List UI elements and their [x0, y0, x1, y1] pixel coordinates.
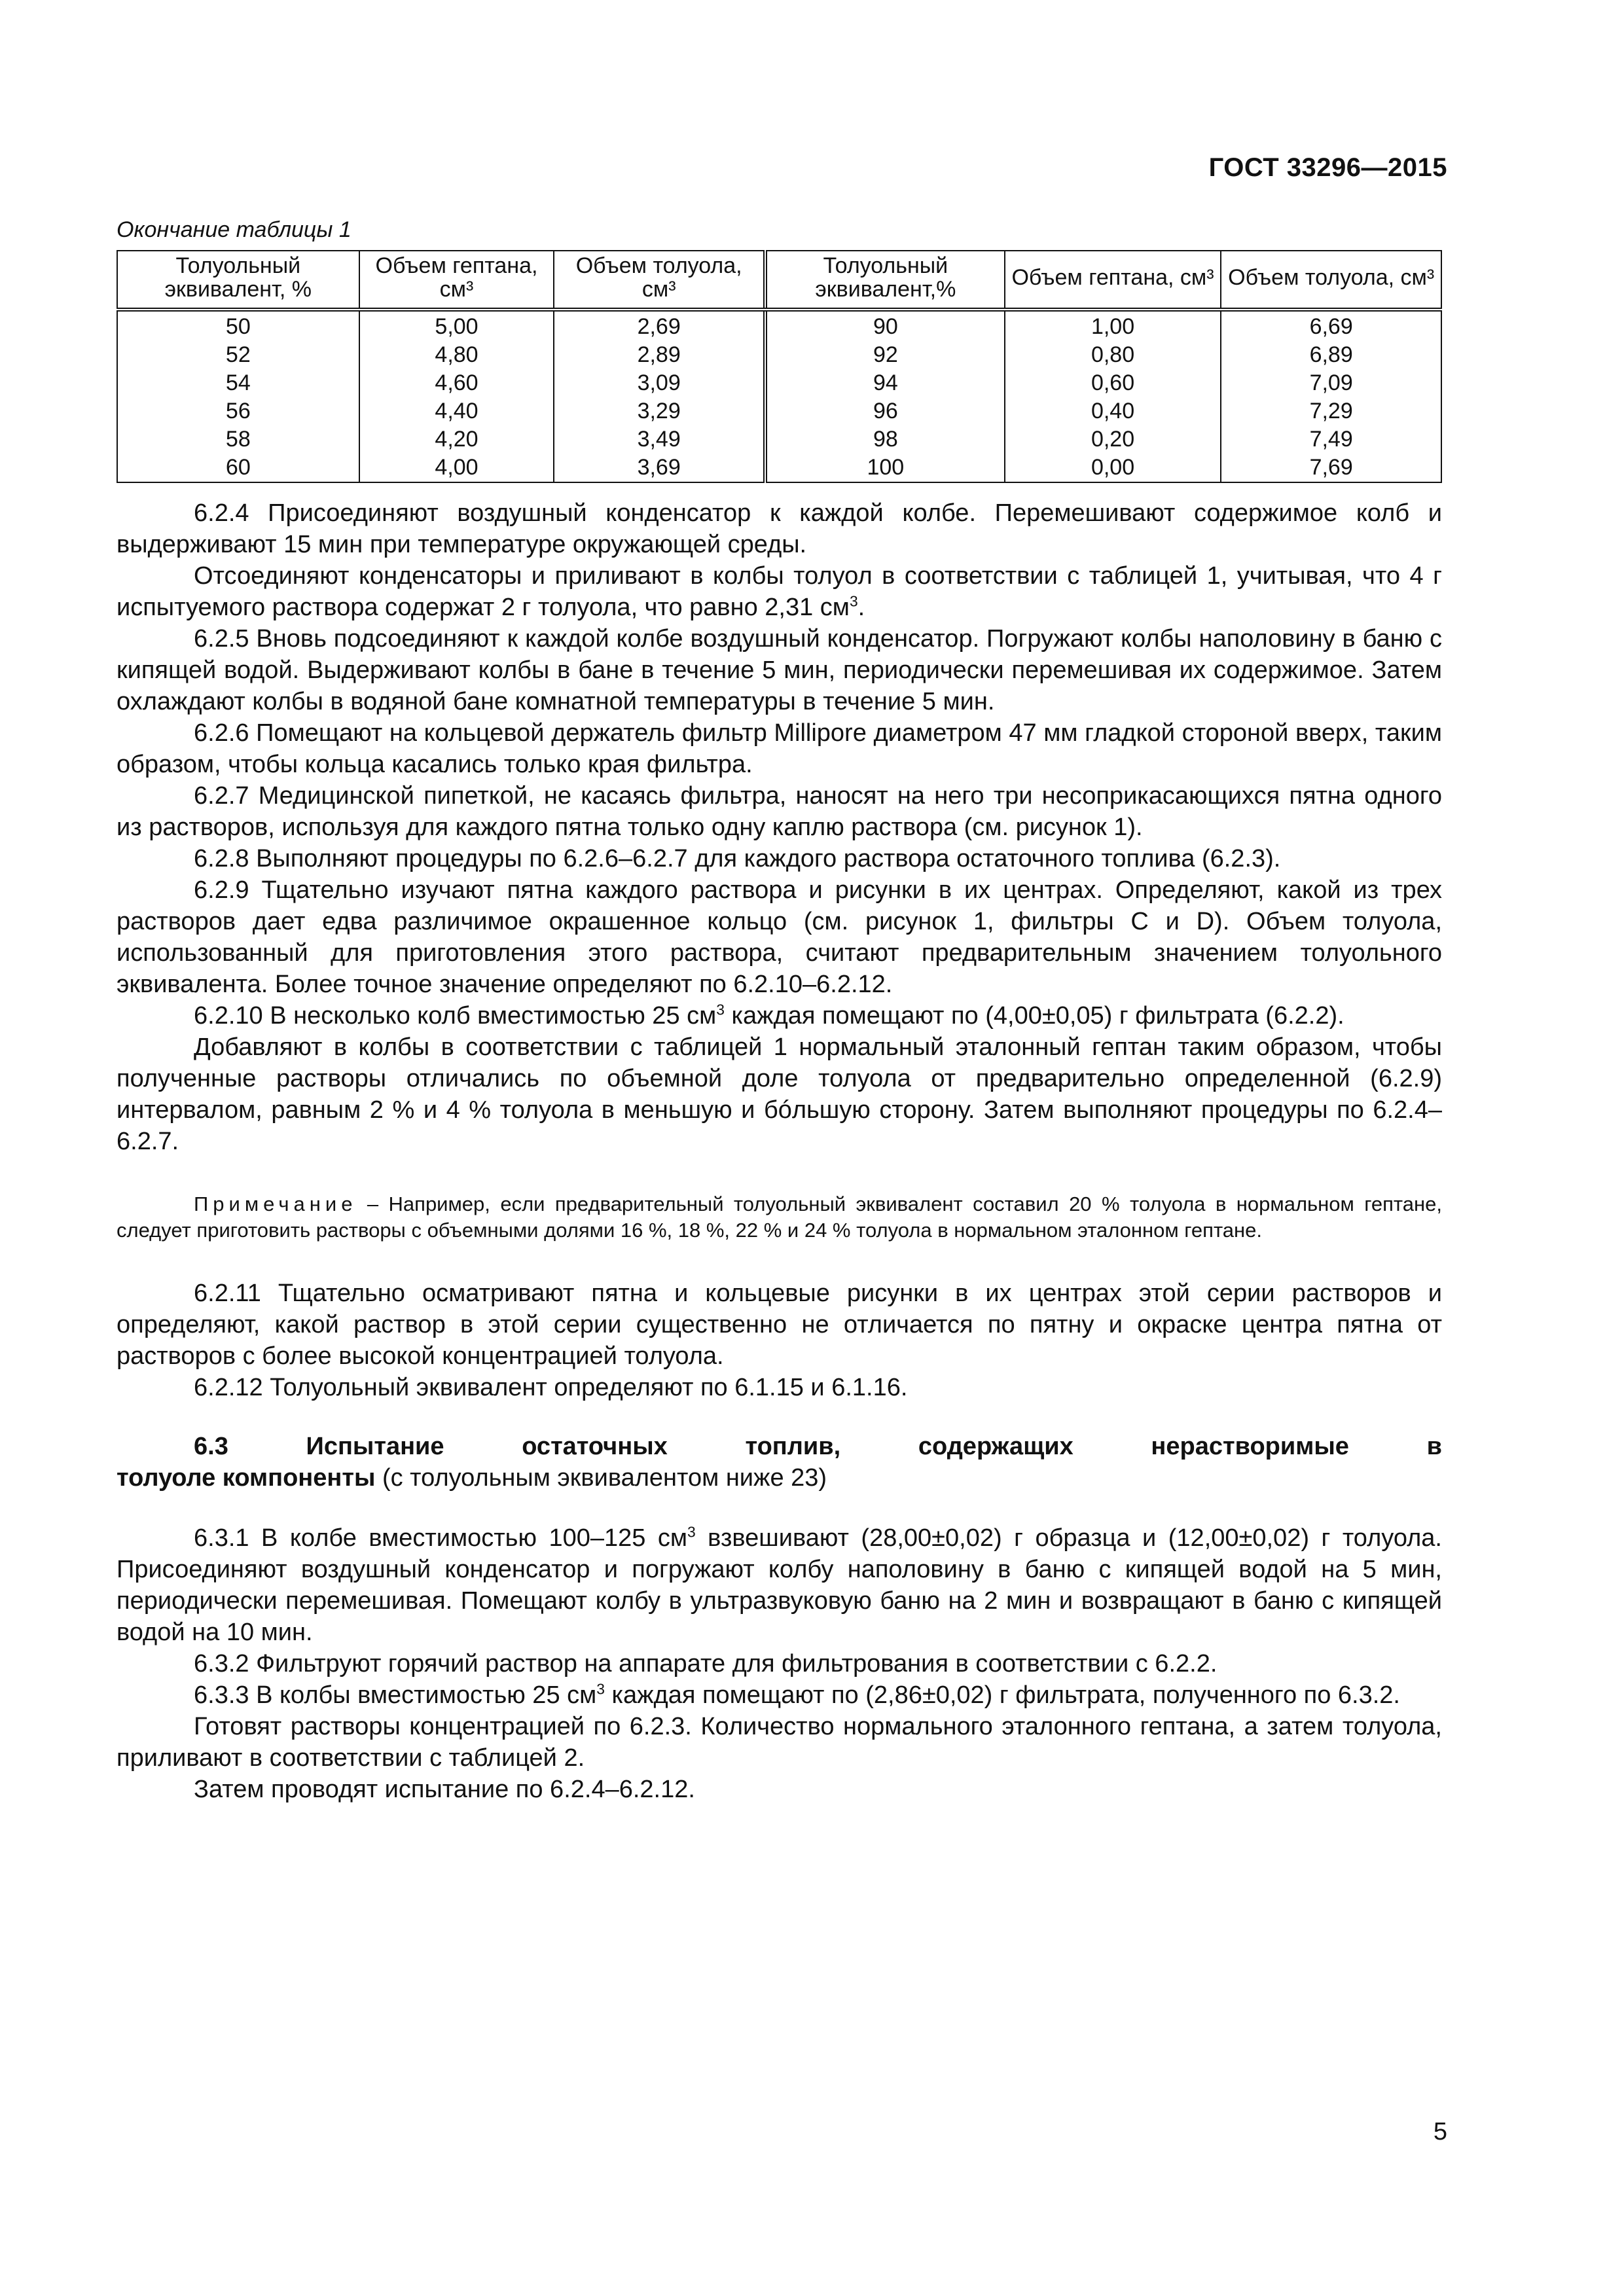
note: [117, 1191, 1442, 1244]
section-heading-6-3: [117, 1431, 1442, 1494]
table-cell: 4,20: [359, 425, 554, 454]
table-cell: 4,40: [359, 397, 554, 425]
paragraph-6-2-10-heptane: Добавляют в колбы в соответствии с таблицей 1 нормальный эталонный гептан таким образом, чтобы полученные растворы отличались по объемной доле толуола от предварительно определенной (6.2.9) интервалом, равным 2 % и 4 % толуола в меньшую и бóльшую сторону. Затем выполняют процедуры по 6.2.4–6.2.7.: [117, 1033, 1442, 1155]
table-cell: 6,89: [1221, 341, 1441, 369]
table-cell: 2,69: [554, 310, 765, 341]
paragraph-6-2-4: 6.2.4 Присоединяют воздушный конденсатор к каждой колбе. Перемешивают содержимое колб и выдерживают 15 мин при температуре окружающей среды.: [117, 499, 1442, 558]
table-cell: 3,09: [554, 369, 765, 397]
section-heading-line: 6.3 Испытание остаточных топлив, содержащих нерастворимые в: [194, 1433, 1442, 1460]
note-label: Примечание: [194, 1193, 357, 1215]
paragraph-6-2-4-toluene: Отсоединяют конденсаторы и приливают в колбы толуол в соответствии с таблицей 1, учитывая, что 4 г испытуемого раствора содержат 2 г толуола, что равно 2,31 $см^3$.: [117, 562, 1442, 621]
table-cell: 2,89: [554, 341, 765, 369]
table-row: [117, 310, 1441, 341]
table-cell: 96: [765, 397, 1005, 425]
table-cell: 92: [765, 341, 1005, 369]
note-text: – Например, если предварительный толуольный эквивалент составил 20 % толуола в нормальном гептане, следует приготовить растворы с объемными долями 16 %, 18 %, 22 % и 24 % толуола в нормальном эталонном гептане.: [117, 1193, 1442, 1242]
table-row: [117, 397, 1441, 425]
table-cell: 7,29: [1221, 397, 1441, 425]
col-header: Объем толуола, см³: [1221, 251, 1441, 310]
paragraph-6-2-7: 6.2.7 Медицинской пипеткой, не касаясь фильтра, наносят на него три несоприкасающихся пятна одного из растворов, используя для каждого пятна только одну каплю раствора (см. рисунок 1).: [117, 782, 1442, 841]
table-cell: 94: [765, 369, 1005, 397]
col-header: Объем гептана, см³: [1005, 251, 1221, 310]
col-header: Объем гептана, см³: [359, 251, 554, 310]
paragraph-6-2-9: 6.2.9 Тщательно изучают пятна каждого раствора и рисунки в их центрах. Определяют, какой из трех растворов дает едва различимое окрашенное кольцо (см. рисунок 1, фильтры С и D). Объем толуола, использованный для приготовления этого раствора, считают предварительным значением толуольного эквивалента. Более точное значение определяют по 6.2.10–6.2.12.: [117, 876, 1442, 998]
document-body: [117, 497, 1442, 1805]
col-header: Толуольный эквивалент, %: [117, 251, 359, 310]
paragraph-6-3-3-test: Затем проводят испытание по 6.2.4–6.2.12.: [194, 1776, 695, 1803]
table-row: [117, 369, 1441, 397]
table-cell: 4,80: [359, 341, 554, 369]
paragraph-6-2-12: 6.2.12 Толуольный эквивалент определяют по 6.1.15 и 6.1.16.: [194, 1374, 908, 1401]
col-header: Объем толуола, см³: [554, 251, 765, 310]
paragraph-6-3-1: 6.3.1 В колбе вместимостью 100–125 $см^3$ взвешивают (28,00±0,02) г образца и (12,00±0,02) г толуола. Присоединяют воздушный конденсатор и погружают колбу наполовину в баню с кипящей водой на 5 мин, периодически перемешивая. Помещают колбу в ультразвуковую баню на 2 мин и возвращают в баню с кипящей водой на 10 мин.: [117, 1523, 1442, 1646]
table-cell: 3,69: [554, 454, 765, 482]
table-cell: 3,29: [554, 397, 765, 425]
table-cell: 0,20: [1005, 425, 1221, 454]
table-row: [117, 341, 1441, 369]
table-cell: 5,00: [359, 310, 554, 341]
table-cell: 98: [765, 425, 1005, 454]
table-cell: 0,00: [1005, 454, 1221, 482]
table-cell: 7,09: [1221, 369, 1441, 397]
col-header: Толуольный эквивалент,%: [765, 251, 1005, 310]
table-cell: 0,60: [1005, 369, 1221, 397]
table-cell: 4,60: [359, 369, 554, 397]
standard-code: ГОСТ 33296—2015: [1208, 153, 1447, 182]
table-cell: 60: [117, 454, 359, 482]
table-row: [117, 454, 1441, 482]
table-cell: 6,69: [1221, 310, 1441, 341]
table-cell: 54: [117, 369, 359, 397]
table-cell: 52: [117, 341, 359, 369]
table-cell: 90: [765, 310, 1005, 341]
paragraph-6-2-11: 6.2.11 Тщательно осматривают пятна и кольцевые рисунки в их центрах этой серии растворов и определяют, какой раствор в этой серии существенно не отличается по пятну и окраске центра пятна от растворов с более высокой концентрацией толуола.: [117, 1280, 1442, 1370]
table-row: [117, 425, 1441, 454]
paragraph-6-3-2: 6.3.2 Фильтруют горячий раствор на аппарате для фильтрования в соответствии с 6.2.2.: [194, 1650, 1218, 1677]
table-cell: 3,49: [554, 425, 765, 454]
table-cell: 56: [117, 397, 359, 425]
table-cell: 4,00: [359, 454, 554, 482]
paragraph-6-2-8: 6.2.8 Выполняют процедуры по 6.2.6–6.2.7 для каждого раствора остаточного топлива (6.2.3).: [194, 845, 1281, 872]
table-header-row: [117, 251, 1441, 310]
paragraph-6-2-10: 6.2.10 В несколько колб вместимостью 25 $см^3$ каждая помещают по (4,00±0,05) г фильтрата (6.2.2).: [194, 1001, 1344, 1030]
table-cell: 0,80: [1005, 341, 1221, 369]
table-cell: 7,69: [1221, 454, 1441, 482]
table-cell: 7,49: [1221, 425, 1441, 454]
paragraph-6-2-6: 6.2.6 Помещают на кольцевой держатель фильтр Millipore диаметром 47 мм гладкой стороной вверх, таким образом, чтобы кольца касались только края фильтра.: [117, 719, 1442, 778]
page-number: 5: [1433, 2118, 1447, 2145]
paragraph-6-3-3: 6.3.3 В колбы вместимостью 25 $см^3$ каждая помещают по (2,86±0,02) г фильтрата, полученного по 6.3.2.: [194, 1680, 1400, 1709]
table-cell: 100: [765, 454, 1005, 482]
table-cell: 0,40: [1005, 397, 1221, 425]
paragraph-6-3-3-solutions: Готовят растворы концентрацией по 6.2.3. Количество нормального эталонного гептана, а затем толуола, приливают в соответствии с таблицей 2.: [117, 1713, 1442, 1772]
toluene-equivalent-table: [117, 250, 1442, 483]
table-cell: 50: [117, 310, 359, 341]
table-cell: 58: [117, 425, 359, 454]
section-heading-line: толуоле компоненты (с толуольным эквивалентом ниже 23): [117, 1464, 827, 1492]
table-caption: Окончание таблицы 1: [117, 217, 352, 242]
table-cell: 1,00: [1005, 310, 1221, 341]
paragraph-6-2-5: 6.2.5 Вновь подсоединяют к каждой колбе воздушный конденсатор. Погружают колбы наполовину в баню с кипящей водой. Выдерживают колбы в бане в течение 5 мин, периодически перемешивая их содержимое. Затем охлаждают колбы в водяной бане комнатной температуры в течение 5 мин.: [117, 625, 1442, 715]
